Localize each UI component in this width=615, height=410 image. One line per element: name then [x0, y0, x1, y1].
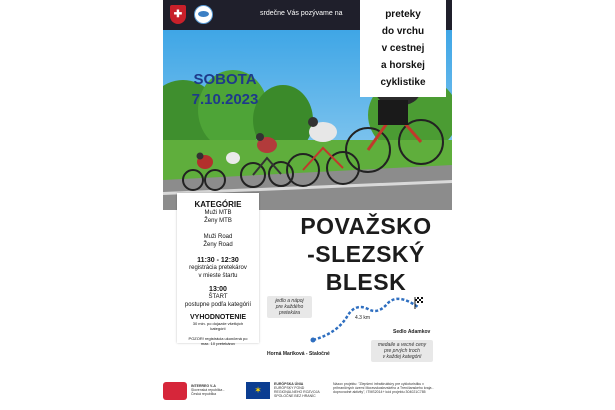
- category-item: Muži MTB: [204, 210, 232, 216]
- food-note: jedlo a nápoj pre každého pretekára: [267, 296, 312, 318]
- event-line: preteky: [385, 9, 421, 20]
- start-location-label: Horná Maríková - Staločné: [267, 351, 330, 357]
- start-text: postupne podľa kategórií: [184, 302, 252, 308]
- club-logo: [194, 5, 213, 24]
- eu-flag-icon: ✶: [246, 382, 270, 399]
- interreg-logo: [163, 382, 187, 400]
- event-title: [291, 212, 441, 296]
- title-line: POVAŽSKO: [300, 213, 432, 239]
- footnote: max. 10 pretekárov: [200, 341, 236, 346]
- footnote: POZOR! registrácia ukončená po: [188, 336, 248, 341]
- day-label: SOBOTA: [193, 71, 257, 88]
- title-line: -SLEZSKÝ: [307, 241, 425, 267]
- event-description-box: [360, 0, 446, 97]
- project-text: Názov projektu: "Zlepšení infraštruktúry pre cykloturistiku v príhraničných území Moravskoslezského a Trenčianskeho kraja - doprovodné aktivity", ITMS2014+ kód projektu 304021C785: [333, 382, 434, 394]
- category-item: Ženy Road: [203, 242, 233, 248]
- results-text: kategórií: [210, 326, 226, 331]
- registration-text: v mieste štartu: [198, 273, 238, 279]
- interreg-text: INTERREG V-A Slovenská republika - Česká republika: [191, 384, 225, 396]
- results-text: 30 min. po dojazde všetkých: [192, 321, 244, 326]
- event-line: do vrchu: [381, 26, 425, 37]
- event-line: v cestnej: [381, 43, 425, 54]
- category-item: Ženy MTB: [204, 218, 232, 224]
- prizes-note: medaile a vecné ceny pre prvých troch v každej kategórii: [371, 340, 433, 362]
- invite-text: srdečne Vás pozývame na: [260, 10, 343, 17]
- registration-text: registrácia pretekárov: [189, 265, 247, 271]
- event-line: a horskej: [381, 60, 425, 71]
- category-item: Muži Road: [203, 234, 233, 240]
- poster: [163, 0, 452, 410]
- start-label: ŠTART: [208, 294, 228, 300]
- eu-text: EURÓPSKA ÚNIA EURÓPSKY FOND REGIONÁLNEHO ROZVOJA SPOLOČNE BEZ HRANÍC: [274, 382, 320, 398]
- registration-time: 11:30 - 12:30: [197, 257, 239, 264]
- footer: [163, 372, 452, 410]
- title-line: BLESK: [325, 269, 407, 295]
- start-time: 13:00: [209, 286, 227, 293]
- finish-label: Sedlo Adamkov: [393, 329, 431, 335]
- results-title: VYHODNOTENIE: [189, 314, 246, 321]
- date-label: 7.10.2023: [191, 91, 259, 108]
- date-block: [175, 70, 275, 110]
- distance-label: 4.3 km: [355, 315, 371, 321]
- coat-of-arms-logo: ✚: [170, 5, 186, 24]
- categories-title: KATEGÓRIE: [194, 200, 242, 209]
- event-line: cyklistike: [380, 77, 426, 88]
